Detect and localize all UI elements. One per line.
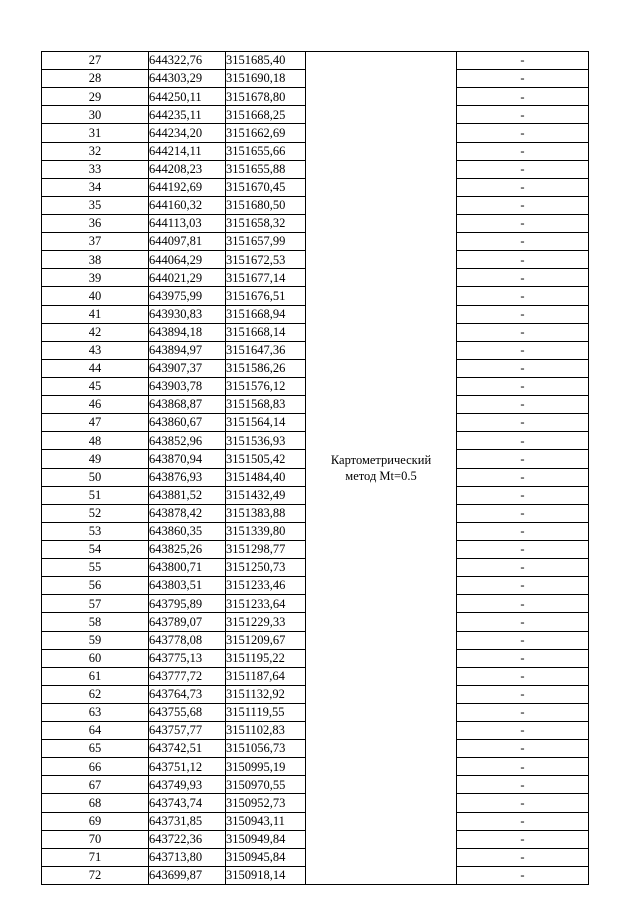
- x-coordinate-cell: 643731,85: [149, 812, 226, 830]
- table-row: [42, 52, 589, 70]
- x-coordinate-cell: 643722,36: [149, 830, 226, 848]
- x-coordinate-cell: 643795,89: [149, 595, 226, 613]
- accuracy-cell: -: [457, 740, 589, 758]
- point-number-cell: 35: [42, 196, 149, 214]
- method-label-line1: Картометрический: [330, 452, 432, 467]
- y-coordinate-cell: 3151564,14: [226, 414, 306, 432]
- point-number-cell: 30: [42, 106, 149, 124]
- accuracy-cell: -: [457, 359, 589, 377]
- y-coordinate-cell: 3151676,51: [226, 287, 306, 305]
- coordinates-table-body: [42, 52, 589, 885]
- y-coordinate-cell: 3150995,19: [226, 758, 306, 776]
- y-coordinate-cell: 3150918,14: [226, 866, 306, 884]
- y-coordinate-cell: 3151655,66: [226, 142, 306, 160]
- y-coordinate-cell: 3151505,42: [226, 450, 306, 468]
- y-coordinate-cell: 3150943,11: [226, 812, 306, 830]
- point-number-cell: 64: [42, 722, 149, 740]
- y-coordinate-cell: 3150945,84: [226, 848, 306, 866]
- accuracy-cell: -: [457, 269, 589, 287]
- accuracy-cell: -: [457, 233, 589, 251]
- x-coordinate-cell: 643930,83: [149, 305, 226, 323]
- point-number-cell: 54: [42, 540, 149, 558]
- point-number-cell: 34: [42, 178, 149, 196]
- point-number-cell: 68: [42, 794, 149, 812]
- x-coordinate-cell: 643778,08: [149, 631, 226, 649]
- point-number-cell: 61: [42, 667, 149, 685]
- coordinates-table: [41, 51, 589, 885]
- point-number-cell: 45: [42, 377, 149, 395]
- y-coordinate-cell: 3151668,14: [226, 323, 306, 341]
- accuracy-cell: -: [457, 667, 589, 685]
- x-coordinate-cell: 643878,42: [149, 504, 226, 522]
- point-number-cell: 37: [42, 233, 149, 251]
- accuracy-cell: -: [457, 812, 589, 830]
- x-coordinate-cell: 643870,94: [149, 450, 226, 468]
- accuracy-cell: -: [457, 522, 589, 540]
- accuracy-cell: -: [457, 794, 589, 812]
- accuracy-cell: -: [457, 160, 589, 178]
- point-number-cell: 44: [42, 359, 149, 377]
- point-number-cell: 51: [42, 486, 149, 504]
- y-coordinate-cell: 3151250,73: [226, 559, 306, 577]
- x-coordinate-cell: 643860,67: [149, 414, 226, 432]
- x-coordinate-cell: 643751,12: [149, 758, 226, 776]
- point-number-cell: 57: [42, 595, 149, 613]
- y-coordinate-cell: 3151680,50: [226, 196, 306, 214]
- x-coordinate-cell: 644234,20: [149, 124, 226, 142]
- accuracy-cell: -: [457, 396, 589, 414]
- y-coordinate-cell: 3151670,45: [226, 178, 306, 196]
- point-number-cell: 42: [42, 323, 149, 341]
- x-coordinate-cell: 644113,03: [149, 214, 226, 232]
- point-number-cell: 28: [42, 70, 149, 88]
- point-number-cell: 60: [42, 649, 149, 667]
- method-label-line2: метод Mt=0.5: [345, 469, 417, 484]
- accuracy-cell: -: [457, 323, 589, 341]
- x-coordinate-cell: 644192,69: [149, 178, 226, 196]
- point-number-cell: 59: [42, 631, 149, 649]
- x-coordinate-cell: 643764,73: [149, 685, 226, 703]
- accuracy-cell: -: [457, 685, 589, 703]
- accuracy-cell: -: [457, 468, 589, 486]
- x-coordinate-cell: 644235,11: [149, 106, 226, 124]
- point-number-cell: 69: [42, 812, 149, 830]
- x-coordinate-cell: 643903,78: [149, 377, 226, 395]
- y-coordinate-cell: 3150970,55: [226, 776, 306, 794]
- accuracy-cell: -: [457, 559, 589, 577]
- accuracy-cell: -: [457, 595, 589, 613]
- point-number-cell: 66: [42, 758, 149, 776]
- y-coordinate-cell: 3151229,33: [226, 613, 306, 631]
- point-number-cell: 63: [42, 703, 149, 721]
- point-number-cell: 40: [42, 287, 149, 305]
- accuracy-cell: -: [457, 178, 589, 196]
- x-coordinate-cell: 644303,29: [149, 70, 226, 88]
- y-coordinate-cell: 3151568,83: [226, 396, 306, 414]
- x-coordinate-cell: 644064,29: [149, 251, 226, 269]
- y-coordinate-cell: 3151233,64: [226, 595, 306, 613]
- accuracy-cell: -: [457, 486, 589, 504]
- accuracy-cell: -: [457, 214, 589, 232]
- point-number-cell: 47: [42, 414, 149, 432]
- accuracy-cell: -: [457, 848, 589, 866]
- y-coordinate-cell: 3151678,80: [226, 88, 306, 106]
- point-number-cell: 29: [42, 88, 149, 106]
- y-coordinate-cell: 3151484,40: [226, 468, 306, 486]
- accuracy-cell: -: [457, 414, 589, 432]
- point-number-cell: 39: [42, 269, 149, 287]
- x-coordinate-cell: 644097,81: [149, 233, 226, 251]
- y-coordinate-cell: 3151662,69: [226, 124, 306, 142]
- x-coordinate-cell: 643894,97: [149, 341, 226, 359]
- x-coordinate-cell: 644322,76: [149, 52, 226, 70]
- x-coordinate-cell: 644208,23: [149, 160, 226, 178]
- method-cell: [306, 52, 457, 885]
- x-coordinate-cell: 643699,87: [149, 866, 226, 884]
- point-number-cell: 55: [42, 559, 149, 577]
- accuracy-cell: -: [457, 124, 589, 142]
- accuracy-cell: -: [457, 251, 589, 269]
- accuracy-cell: -: [457, 830, 589, 848]
- x-coordinate-cell: 644021,29: [149, 269, 226, 287]
- y-coordinate-cell: 3151657,99: [226, 233, 306, 251]
- point-number-cell: 71: [42, 848, 149, 866]
- point-number-cell: 31: [42, 124, 149, 142]
- x-coordinate-cell: 643742,51: [149, 740, 226, 758]
- point-number-cell: 43: [42, 341, 149, 359]
- y-coordinate-cell: 3151132,92: [226, 685, 306, 703]
- accuracy-cell: -: [457, 649, 589, 667]
- point-number-cell: 62: [42, 685, 149, 703]
- y-coordinate-cell: 3151383,88: [226, 504, 306, 522]
- x-coordinate-cell: 643825,26: [149, 540, 226, 558]
- x-coordinate-cell: 643894,18: [149, 323, 226, 341]
- y-coordinate-cell: 3151233,46: [226, 577, 306, 595]
- y-coordinate-cell: 3151339,80: [226, 522, 306, 540]
- y-coordinate-cell: 3151102,83: [226, 722, 306, 740]
- y-coordinate-cell: 3151647,36: [226, 341, 306, 359]
- x-coordinate-cell: 643868,87: [149, 396, 226, 414]
- y-coordinate-cell: 3151298,77: [226, 540, 306, 558]
- accuracy-cell: -: [457, 52, 589, 70]
- accuracy-cell: -: [457, 758, 589, 776]
- accuracy-cell: -: [457, 703, 589, 721]
- x-coordinate-cell: 643757,77: [149, 722, 226, 740]
- y-coordinate-cell: 3151432,49: [226, 486, 306, 504]
- accuracy-cell: -: [457, 631, 589, 649]
- y-coordinate-cell: 3151668,94: [226, 305, 306, 323]
- accuracy-cell: -: [457, 305, 589, 323]
- x-coordinate-cell: 644250,11: [149, 88, 226, 106]
- accuracy-cell: -: [457, 341, 589, 359]
- point-number-cell: 72: [42, 866, 149, 884]
- y-coordinate-cell: 3151658,32: [226, 214, 306, 232]
- point-number-cell: 48: [42, 432, 149, 450]
- x-coordinate-cell: 643975,99: [149, 287, 226, 305]
- accuracy-cell: -: [457, 613, 589, 631]
- accuracy-cell: -: [457, 432, 589, 450]
- y-coordinate-cell: 3151536,93: [226, 432, 306, 450]
- point-number-cell: 53: [42, 522, 149, 540]
- accuracy-cell: -: [457, 142, 589, 160]
- accuracy-cell: -: [457, 196, 589, 214]
- accuracy-cell: -: [457, 577, 589, 595]
- accuracy-cell: -: [457, 70, 589, 88]
- point-number-cell: 50: [42, 468, 149, 486]
- x-coordinate-cell: 643800,71: [149, 559, 226, 577]
- accuracy-cell: -: [457, 106, 589, 124]
- y-coordinate-cell: 3151668,25: [226, 106, 306, 124]
- point-number-cell: 67: [42, 776, 149, 794]
- point-number-cell: 56: [42, 577, 149, 595]
- x-coordinate-cell: 643852,96: [149, 432, 226, 450]
- accuracy-cell: -: [457, 287, 589, 305]
- y-coordinate-cell: 3151672,53: [226, 251, 306, 269]
- point-number-cell: 38: [42, 251, 149, 269]
- x-coordinate-cell: 644160,32: [149, 196, 226, 214]
- x-coordinate-cell: 643907,37: [149, 359, 226, 377]
- point-number-cell: 32: [42, 142, 149, 160]
- x-coordinate-cell: 643876,93: [149, 468, 226, 486]
- point-number-cell: 41: [42, 305, 149, 323]
- y-coordinate-cell: 3151677,14: [226, 269, 306, 287]
- y-coordinate-cell: 3151690,18: [226, 70, 306, 88]
- point-number-cell: 65: [42, 740, 149, 758]
- y-coordinate-cell: 3151655,88: [226, 160, 306, 178]
- point-number-cell: 36: [42, 214, 149, 232]
- accuracy-cell: -: [457, 377, 589, 395]
- y-coordinate-cell: 3151187,64: [226, 667, 306, 685]
- point-number-cell: 27: [42, 52, 149, 70]
- y-coordinate-cell: 3151576,12: [226, 377, 306, 395]
- y-coordinate-cell: 3150952,73: [226, 794, 306, 812]
- x-coordinate-cell: 643743,74: [149, 794, 226, 812]
- x-coordinate-cell: 643860,35: [149, 522, 226, 540]
- accuracy-cell: -: [457, 866, 589, 884]
- y-coordinate-cell: 3151119,55: [226, 703, 306, 721]
- accuracy-cell: -: [457, 504, 589, 522]
- accuracy-cell: -: [457, 540, 589, 558]
- point-number-cell: 49: [42, 450, 149, 468]
- x-coordinate-cell: 643755,68: [149, 703, 226, 721]
- x-coordinate-cell: 643749,93: [149, 776, 226, 794]
- x-coordinate-cell: 643775,13: [149, 649, 226, 667]
- point-number-cell: 52: [42, 504, 149, 522]
- x-coordinate-cell: 643713,80: [149, 848, 226, 866]
- x-coordinate-cell: 643789,07: [149, 613, 226, 631]
- accuracy-cell: -: [457, 722, 589, 740]
- point-number-cell: 70: [42, 830, 149, 848]
- point-number-cell: 46: [42, 396, 149, 414]
- point-number-cell: 33: [42, 160, 149, 178]
- y-coordinate-cell: 3151056,73: [226, 740, 306, 758]
- x-coordinate-cell: 643803,51: [149, 577, 226, 595]
- x-coordinate-cell: 644214,11: [149, 142, 226, 160]
- y-coordinate-cell: 3151209,67: [226, 631, 306, 649]
- x-coordinate-cell: 643777,72: [149, 667, 226, 685]
- accuracy-cell: -: [457, 88, 589, 106]
- y-coordinate-cell: 3151685,40: [226, 52, 306, 70]
- accuracy-cell: -: [457, 776, 589, 794]
- x-coordinate-cell: 643881,52: [149, 486, 226, 504]
- accuracy-cell: -: [457, 450, 589, 468]
- y-coordinate-cell: 3151195,22: [226, 649, 306, 667]
- point-number-cell: 58: [42, 613, 149, 631]
- y-coordinate-cell: 3151586,26: [226, 359, 306, 377]
- y-coordinate-cell: 3150949,84: [226, 830, 306, 848]
